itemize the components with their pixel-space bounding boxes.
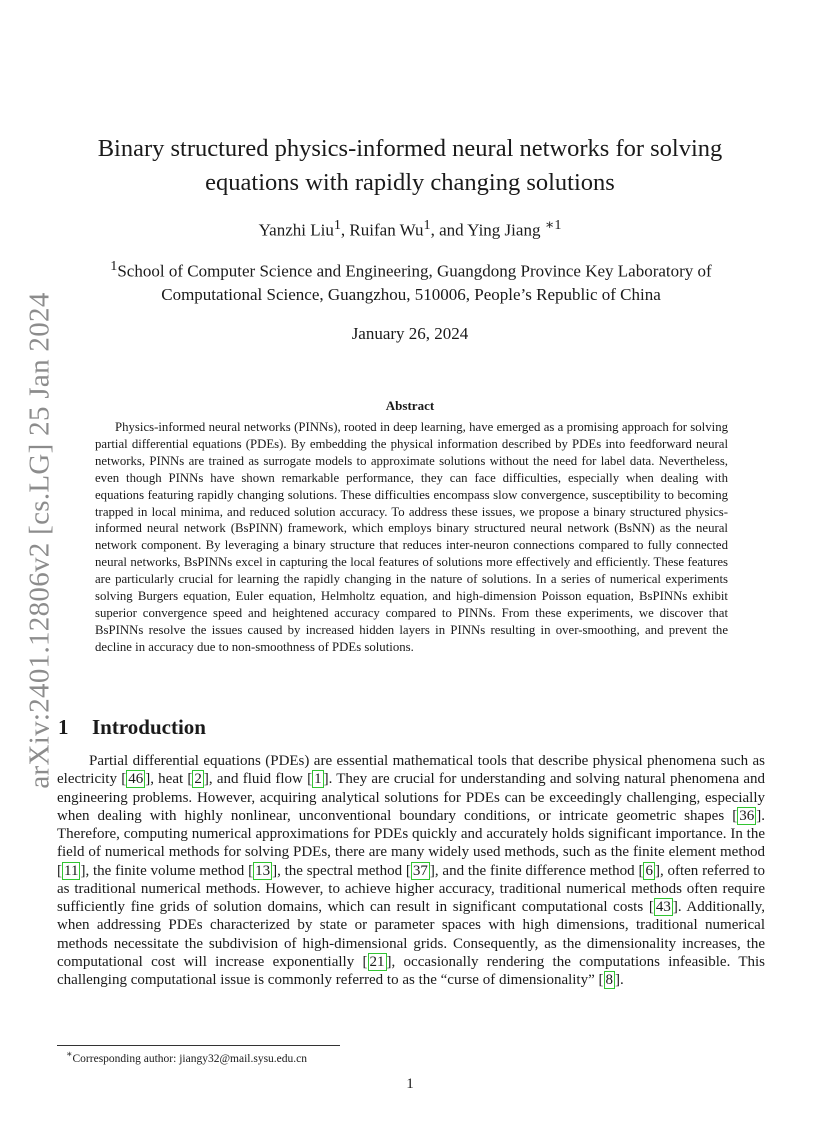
- author-separator: , and: [430, 220, 468, 240]
- page-number: 1: [406, 1076, 414, 1092]
- footnote-mark: ∗: [66, 1049, 73, 1060]
- footnote-text: Corresponding author: jiangy32@mail.sysu.edu.cn: [72, 1052, 308, 1065]
- section-title: Introduction: [92, 715, 206, 739]
- affiliation-mark: 1: [110, 258, 118, 274]
- citation-link[interactable]: 11: [64, 862, 79, 879]
- author-list: [60, 217, 760, 241]
- citation-link[interactable]: 8: [605, 972, 614, 988]
- citation-link[interactable]: 21: [369, 953, 385, 970]
- citation-link[interactable]: 6: [645, 862, 653, 879]
- citation-link[interactable]: 37: [412, 862, 428, 879]
- author-affiliation-mark: 1: [423, 217, 431, 233]
- affiliation: [66, 255, 756, 306]
- footnote-rule: [57, 1045, 340, 1046]
- footnote: [66, 1049, 307, 1065]
- citation-link[interactable]: 2: [194, 771, 202, 788]
- citation-link[interactable]: 1: [314, 771, 322, 788]
- section-number: 1: [58, 715, 69, 739]
- author-separator: ,: [340, 220, 350, 240]
- author-name: Ying Jiang: [467, 220, 541, 240]
- paper-title: Binary structured physics-informed neural networks for solving equations with rapidly changing solutions: [97, 135, 723, 196]
- author-name: Ruifan Wu: [349, 220, 424, 240]
- introduction-paragraph: Partial differential equations (PDEs) are essential mathematical tools that describe physical phenomena such as electricity [ 46 ], heat [ 2 ], and fluid flow [ 1 ]. They are crucial for understanding and solving natural phenomena and engineering problems. However, acquiring analytical solutions for PDEs can be exceedingly challenging, especially when dealing with highly nonlinear, unconventional boundary conditions, or intricate geometric shapes [ 36 ]. Therefore, computing numerical approximations for PDEs quickly and accurately holds significant importance. In the field of numerical methods for solving PDEs, there are many widely used methods, such as the finite element method [ 11 ], the finite volume method [ 13 ], the spectral method [ 37 ], and the finite difference method [ 6 ], often referred to as traditional numerical methods. However, to achieve higher accuracy, traditional numerical methods often require sufficiently fine grids of solution domains, which can result in significant computational costs [ 43 ]. Additionally, when addressing PDEs characterized by state or parameter spaces with high dimensions, traditional numerical methods necessitate the subdivision of high-dimensional grids. Consequently, as the dimensionality increases, the computational cost will increase exponentially [ 21 ], occasionally rendering the computations infeasible. This challenging computational issue is commonly referred to as the “curse of dimensionality” [ 8 ].: [57, 753, 766, 988]
- citation-link[interactable]: 46: [128, 771, 144, 788]
- author-name: Yanzhi Liu: [258, 220, 334, 240]
- abstract-heading: Abstract: [385, 398, 435, 413]
- author-affiliation-mark: ∗1: [544, 217, 562, 233]
- citation-link[interactable]: 43: [655, 899, 671, 915]
- abstract-text: Physics-informed neural networks (PINNs), rooted in deep learning, have emerged as a promising approach for solving partial differential equations (PDEs). By embedding the physical information described by PDEs into feedforward neural networks, PINNs are trained as surrogate models to approximate solutions without the need for label data. Nevertheless, even though PINNs have shown remarkable performance, they can face difficulties, especially when dealing with equations featuring rapidly changing solutions. These difficulties encompass slow convergence, susceptibility to becoming trapped in local minima, and reduced solution accuracy. To address these issues, we propose a binary structured physics-informed neural network (BsPINN) framework, which employs binary structured neural network (BsNN) as the neural network component. By leveraging a binary structure that reduces inter-neuron connections compared to fully connected neural networks, BsPINNs excel in capturing the local features of solutions more effectively and efficiently. These features are particularly crucial for learning the rapidly changing in the nature of solutions. In a series of numerical experiments solving Burgers equation, Euler equation, Helmholtz equation, and high-dimension Poisson equation, BsPINNs exhibit superior convergence speed and heightened accuracy compared to PINNs. From these experiments, we discover that BsPINNs resolve the issues caused by increased hidden layers in PINNs resulting in over-smoothing, and prevent the decline in accuracy due to non-smoothness of PDEs solutions.: [95, 420, 728, 654]
- citation-link[interactable]: 36: [739, 807, 755, 824]
- affiliation-text: School of Computer Science and Engineering, Guangdong Province Key Laboratory of Computational Science, Guangzhou, 510006, People’s Republic of China: [117, 261, 712, 304]
- paper-date: January 26, 2024: [351, 324, 469, 343]
- arxiv-side-stamp: arXiv:2401.12806v2 [cs.LG] 25 Jan 2024: [23, 292, 56, 789]
- author-affiliation-mark: 1: [333, 217, 341, 233]
- section-heading: [58, 715, 206, 740]
- citation-link[interactable]: 13: [255, 862, 271, 879]
